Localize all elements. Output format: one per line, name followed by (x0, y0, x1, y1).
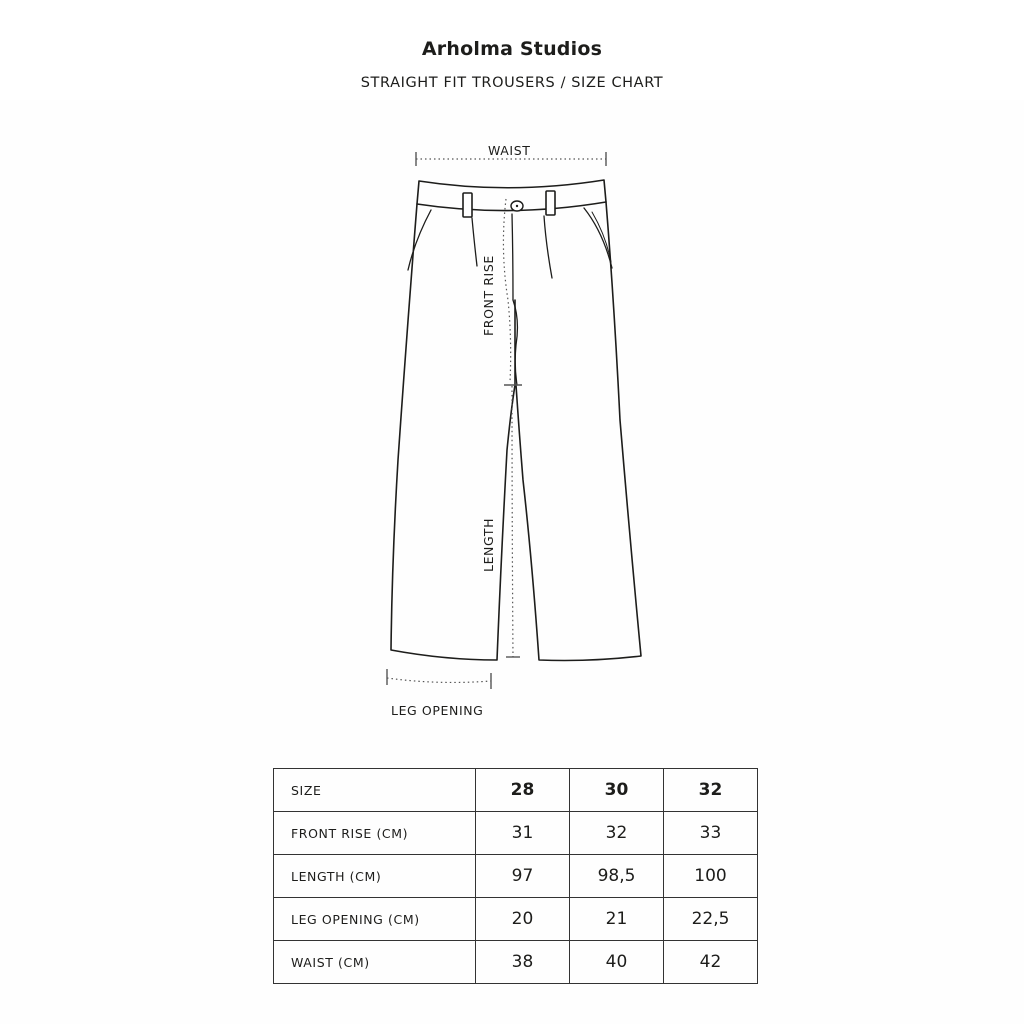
table-cell: 31 (476, 812, 570, 855)
size-30-header: 30 (570, 769, 664, 812)
fly-stitch (512, 214, 513, 300)
table-cell: 22,5 (664, 898, 758, 941)
front-rise-measure-line (503, 199, 510, 382)
length-label: LENGTH (481, 517, 496, 572)
leg-opening-label: LEG OPENING (391, 703, 484, 718)
leg-opening-measure-line (387, 678, 491, 682)
table-row-front-rise (274, 812, 758, 855)
row-label: LEG OPENING (CM) (274, 898, 476, 941)
left-leg-outline (391, 204, 515, 660)
length-measure-line (512, 386, 513, 658)
row-label: WAIST (CM) (274, 941, 476, 984)
brand-title: Arholma Studios (421, 38, 603, 60)
size-header-label: SIZE (274, 769, 476, 812)
row-label: FRONT RISE (CM) (274, 812, 476, 855)
pocket-left (408, 210, 431, 270)
front-rise-label: FRONT RISE (481, 255, 496, 336)
belt-loop-left (463, 193, 472, 217)
waist-label: WAIST (488, 143, 531, 158)
page-subtitle: STRAIGHT FIT TROUSERS / SIZE CHART (360, 75, 664, 91)
table-cell: 100 (664, 855, 758, 898)
pleat-right (544, 216, 552, 278)
table-cell: 38 (476, 941, 570, 984)
size-32-header: 32 (664, 769, 758, 812)
table-row-leg-opening (274, 898, 758, 941)
pleat-left (472, 218, 477, 266)
table-row-waist (274, 941, 758, 984)
table-cell: 42 (664, 941, 758, 984)
table-cell: 33 (664, 812, 758, 855)
table-cell: 97 (476, 855, 570, 898)
table-cell: 32 (570, 812, 664, 855)
table-cell: 21 (570, 898, 664, 941)
size-table (273, 768, 758, 984)
belt-loop-right (546, 191, 555, 215)
table-row-length (274, 855, 758, 898)
table-cell: 98,5 (570, 855, 664, 898)
table-cell: 40 (570, 941, 664, 984)
row-label: LENGTH (CM) (274, 855, 476, 898)
right-leg-outline (516, 202, 641, 661)
table-cell: 20 (476, 898, 570, 941)
size-28-header: 28 (476, 769, 570, 812)
table-header-row (274, 769, 758, 812)
